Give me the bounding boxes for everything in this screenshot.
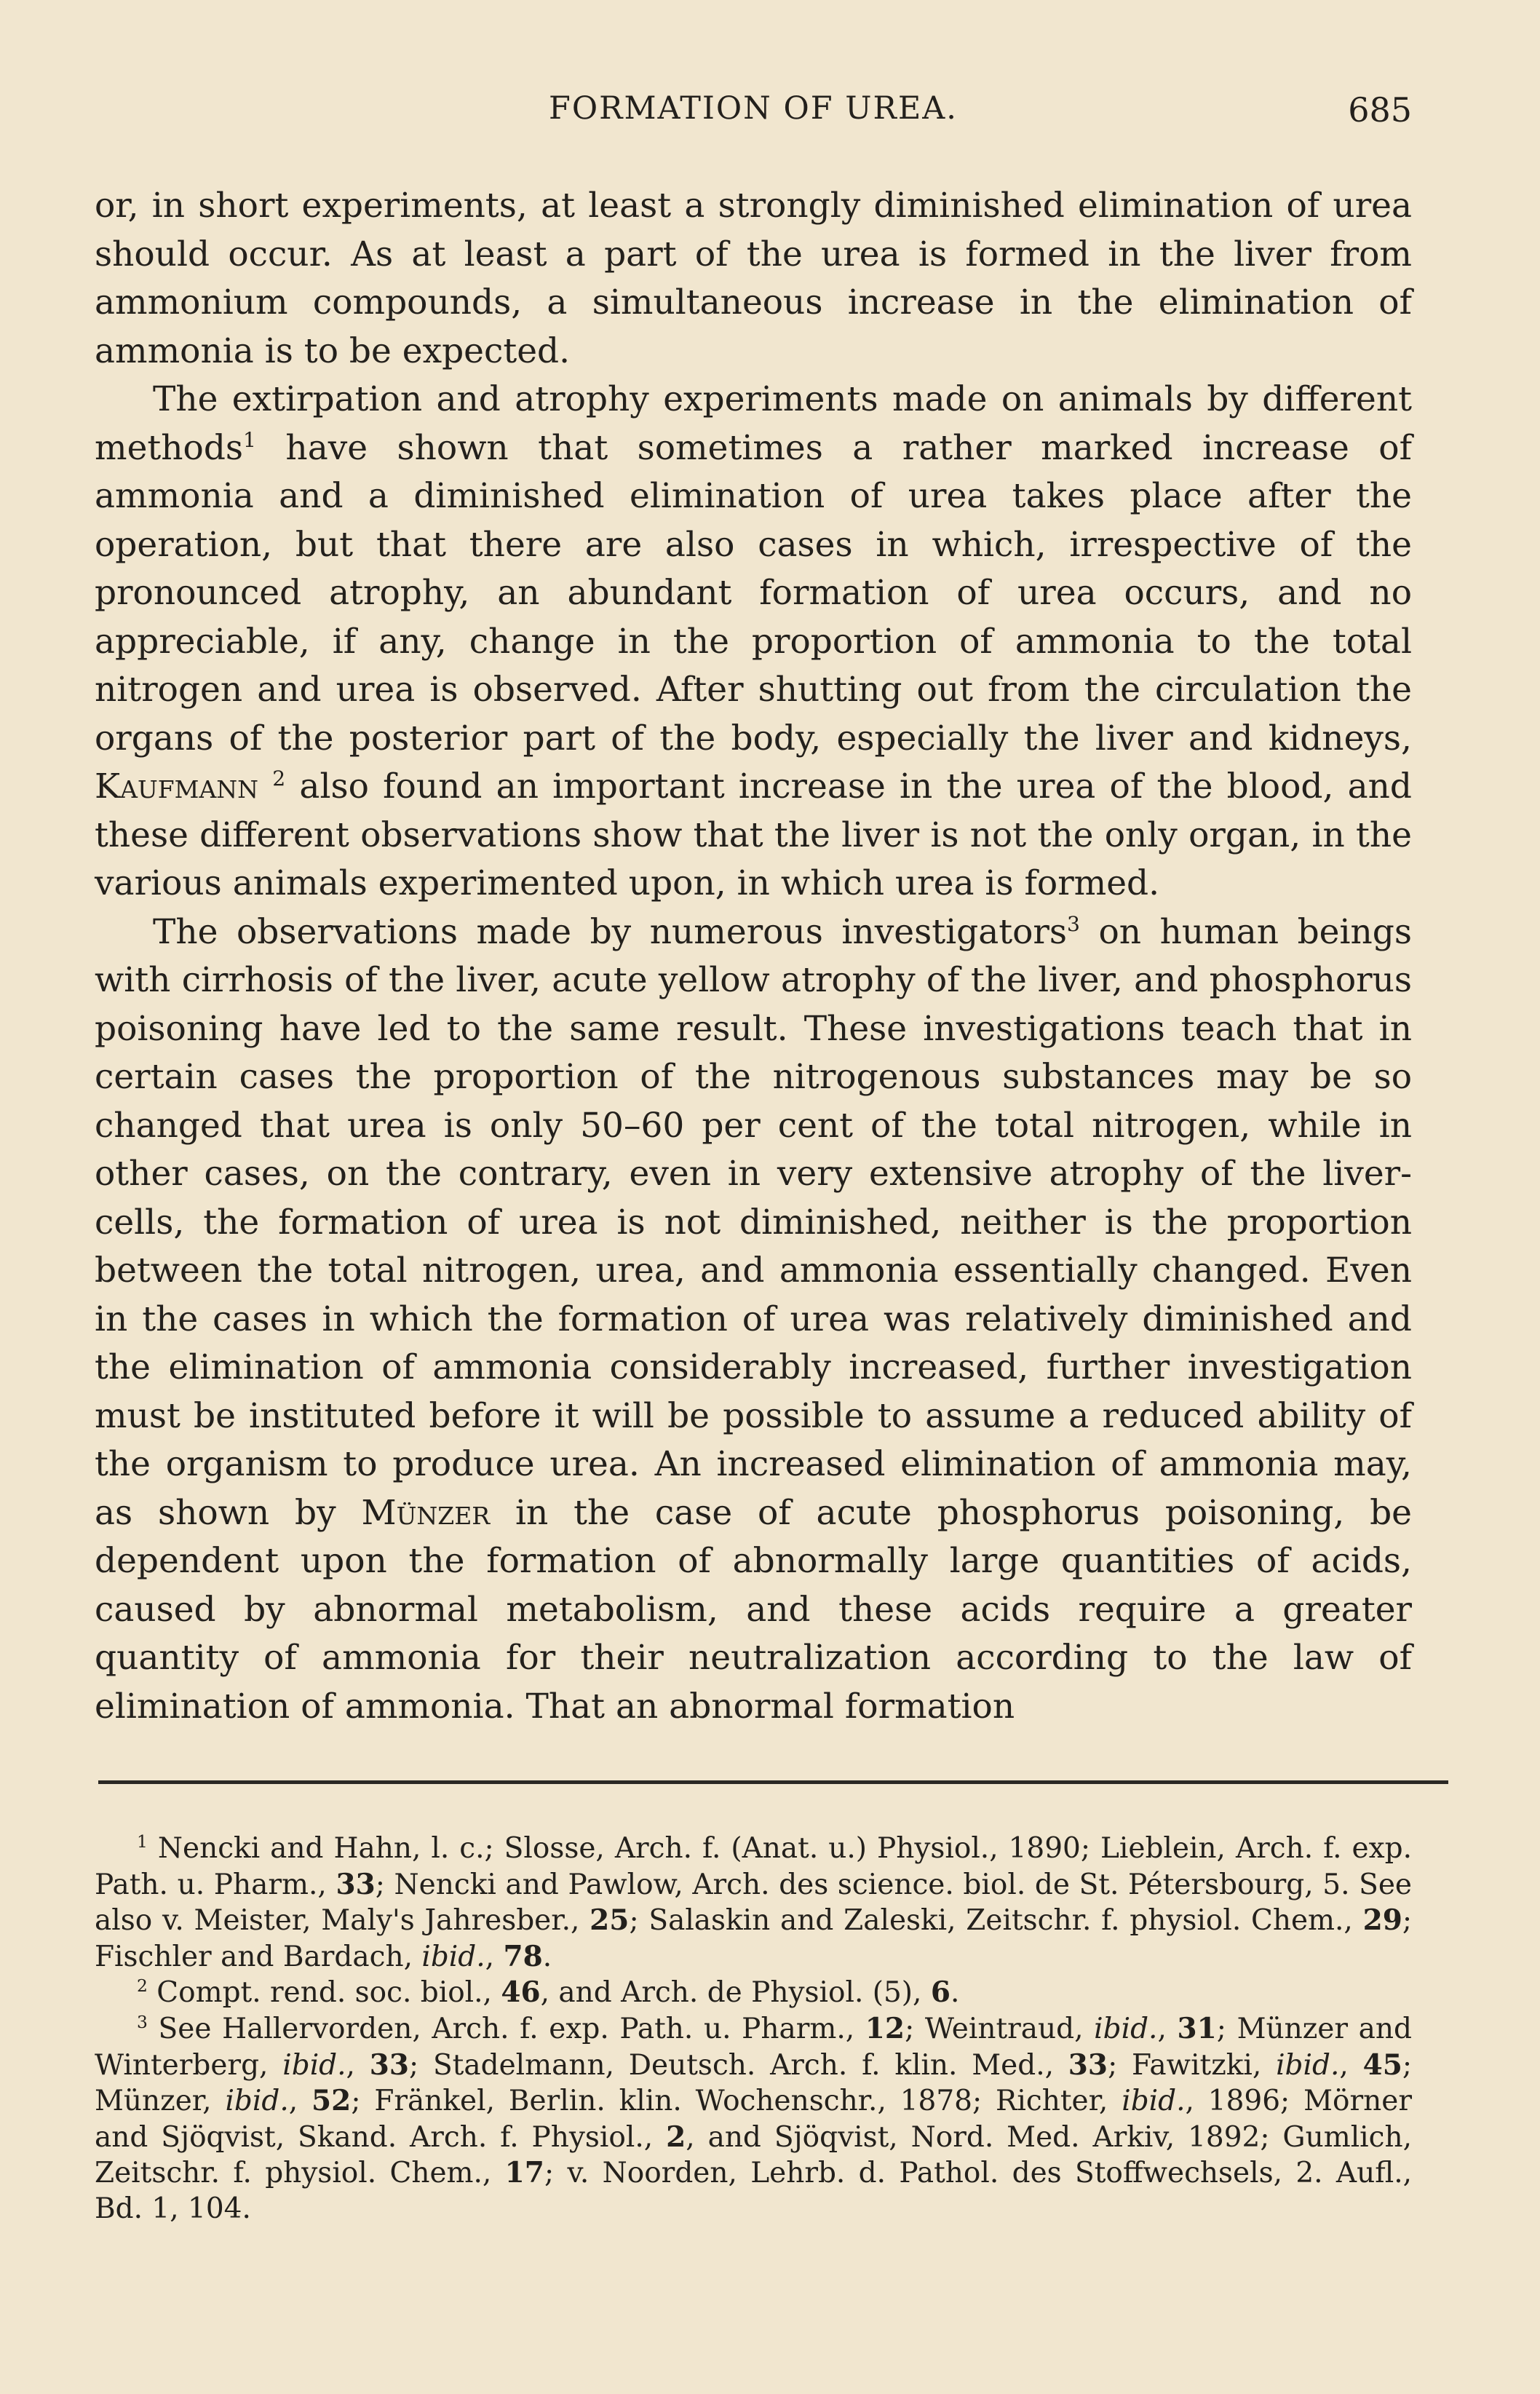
text-run: 78 xyxy=(503,1939,543,1973)
text-run: ibid. xyxy=(1276,2048,1340,2082)
text-run: ; Stadelmann, Deutsch. Arch. f. klin. Med., xyxy=(409,2048,1068,2082)
text-run: ; Nencki and Pawlow, Arch. des science. biol. de St. Pétersbourg, 5. See also v. Meister, Maly's Jahresber., xyxy=(95,1868,1412,1938)
text-run: ; Fränkel, Berlin. klin. Wochenschr., 1878; Richter, xyxy=(351,2085,1122,2118)
footnote-ref: 1 xyxy=(243,427,256,452)
text-run: Compt. rend. soc. biol., xyxy=(147,1976,501,2010)
text-run xyxy=(258,766,272,806)
page-header xyxy=(95,90,1412,141)
footnote-ref: 3 xyxy=(137,2011,148,2032)
text-run: 45 xyxy=(1362,2048,1402,2082)
text-run: or, in short experiments, at least a strongly diminished elimination of urea should occur. As at least a part of the urea is formed in the liver from ammonium compounds, a simultaneous increase in the elimination of ammonia is to be expected. xyxy=(95,186,1412,371)
footnote-divider xyxy=(98,1780,1448,1784)
text-run: , and Sjöqvist, Nord. Med. Arkiv, 1892; Gumlich, Zeitschr. f. physiol. Chem., xyxy=(95,2120,1412,2190)
text-run: 31 xyxy=(1177,2011,1217,2045)
footnotes xyxy=(95,1831,1412,2227)
text-run: on human beings with cirrhosis of the liver, acute yellow atrophy of the liver, and phosphorus poisoning have led to the same result. These investigations teach that in certain cases the proportion of the nitrogenous substances may be so changed that urea is only 50–60 per cent of the total nitrogen, while in other cases, on the contrary, even in very extensive atrophy of the liver-cells, the formation of urea is not diminished, neither is the proportion between the total nitrogen, urea, and ammonia essentially changed. Even in the cases in which the formation of urea was relatively diminished and the elimination of ammonia considerably increased, further investigation must be instituted before it will be possible to assume a reduced ability of the organism to produce urea. An increased elimination of ammonia may, as shown by xyxy=(95,911,1412,1533)
text-run: Münzer xyxy=(361,1492,491,1533)
text-run: also found an important increase in the urea of the blood, and these different observations show that the liver is not the only organ, in the various animals experimented upon, in which urea is formed. xyxy=(95,766,1412,903)
text-run: ibid. xyxy=(1094,2012,1158,2045)
text-run: ; Fawitzki, xyxy=(1108,2048,1277,2082)
text-run: , 1896; Mörner and Sjöqvist, Skand. Arch. f. Physiol., xyxy=(95,2085,1412,2154)
text-run: 33 xyxy=(1068,2048,1108,2082)
text-run: . xyxy=(950,1976,960,2010)
text-run: ; Weintraud, xyxy=(905,2012,1095,2045)
text-run: , xyxy=(288,2085,312,2118)
footnote-ref: 1 xyxy=(137,1831,148,1852)
text-run: , xyxy=(346,2048,370,2082)
text-run: ibid. xyxy=(1122,2085,1186,2118)
text-run: 33 xyxy=(336,1867,376,1901)
text-run: 2 xyxy=(666,2120,686,2154)
footnote xyxy=(95,1975,1412,2011)
footnote-ref: 2 xyxy=(137,1975,148,1997)
running-title: FORMATION OF UREA. xyxy=(549,90,958,127)
text-run: ; Fischler and Bardach, xyxy=(95,1904,1412,1973)
text-run: ; v. Noorden, Lehrb. d. Pathol. des Stoffwechsels, 2. Aufl., Bd. 1, 104. xyxy=(95,2157,1413,2225)
footnote xyxy=(95,1831,1412,1975)
text-run: ; Salaskin and Zaleski, Zeitschr. f. physiol. Chem., xyxy=(629,1904,1363,1938)
text-run: , xyxy=(1157,2012,1178,2045)
text-run: The extirpation and atrophy experiments made on animals by different methods xyxy=(95,379,1412,468)
text-run: in the case of acute phosphorus poisoning, be dependent upon the formation of abnormally large quantities of acids, caused by abnormal metabolism, and these acids require a greater quantity of ammonia for their neutralization according to the law of elimination of ammonia. That an abnormal formation xyxy=(95,1492,1412,1727)
footnote-ref: 2 xyxy=(272,766,286,791)
text-run: 12 xyxy=(865,2011,905,2045)
text-run: 17 xyxy=(504,2156,544,2190)
paragraph xyxy=(95,182,1412,376)
text-run: ; Münzer and Winterberg, xyxy=(95,2012,1412,2082)
text-run: Nencki and Hahn, l. c.; Slosse, Arch. f. (Anat. u.) Physiol., 1890; Lieblein, Arch. f. exp. Path. u. Pharm., xyxy=(95,1832,1412,1901)
text-run: 33 xyxy=(369,2048,410,2082)
text-run: , xyxy=(485,1940,504,1973)
text-run: ; Münzer, xyxy=(95,2048,1412,2118)
footnote-ref: 3 xyxy=(1067,911,1080,936)
text-run: 6 xyxy=(930,1975,950,2010)
text-run: ibid. xyxy=(421,1940,485,1973)
paragraph xyxy=(95,376,1412,908)
text-run: have shown that sometimes a rather marked increase of ammonia and a diminished elimination of urea takes place after the operation, but that there are also cases in which, irrespective of the pronounced atrophy, an abundant formation of urea occurs, and no appreciable, if any, change in the proportion of ammonia to the total nitrogen and urea is observed. After shutting out from the circulation the organs of the posterior part of the body, especially the liver and kidneys, xyxy=(95,427,1412,758)
text-run: The observations made by numerous investigators xyxy=(153,911,1067,952)
body-text xyxy=(95,182,1412,1731)
page-number: 685 xyxy=(1348,90,1412,130)
text-run: , xyxy=(1339,2048,1363,2082)
text-run: See Hallervorden, Arch. f. exp. Path. u. Pharm., xyxy=(147,2012,865,2045)
paragraph xyxy=(95,908,1412,1732)
text-run: ibid. xyxy=(282,2048,346,2082)
text-run: ibid. xyxy=(225,2085,289,2118)
text-run: Kaufmann xyxy=(95,766,259,806)
text-run: 46 xyxy=(501,1975,541,2010)
text-run: 52 xyxy=(311,2084,352,2118)
text-run: 29 xyxy=(1362,1903,1402,1938)
text-run: 25 xyxy=(590,1903,630,1938)
text-run: , and Arch. de Physiol. (5), xyxy=(540,1976,931,2010)
footnote xyxy=(95,2011,1412,2227)
text-run: . xyxy=(542,1940,552,1973)
